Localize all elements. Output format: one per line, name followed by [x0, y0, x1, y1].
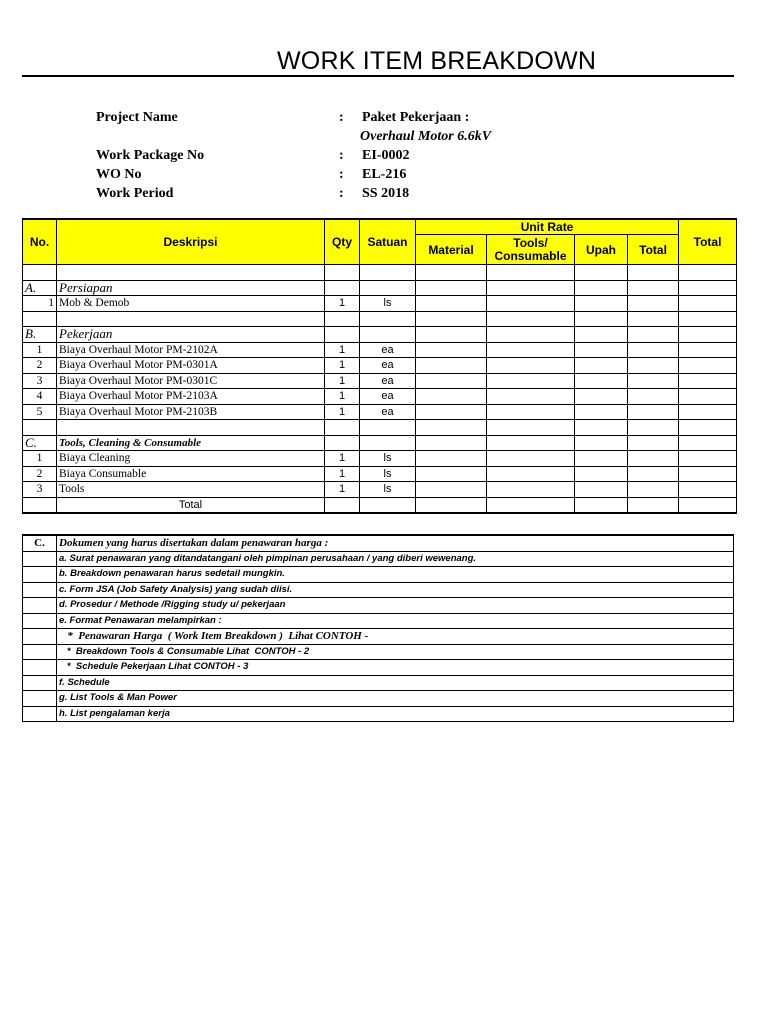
header-upah: Upah: [575, 235, 628, 265]
header-total-sub: Total: [628, 235, 679, 265]
header-unit-rate: Unit Rate: [416, 219, 679, 235]
header-total: Total: [679, 219, 737, 265]
documents-heading: Dokumen yang harus disertakan dalam penawaran harga :: [57, 535, 734, 551]
document-item: f. Schedule: [57, 675, 734, 691]
item-unit: ea: [360, 373, 416, 389]
work-package-label: Work Package No: [96, 148, 205, 163]
item-qty: 1: [325, 389, 360, 405]
total-row: [23, 497, 737, 513]
item-desc: Biaya Overhaul Motor PM-0301A: [57, 358, 325, 374]
document-item: * Schedule Pekerjaan Lihat CONTOH - 3: [57, 660, 734, 676]
header-material: Material: [416, 235, 487, 265]
item-desc: Biaya Overhaul Motor PM-2103A: [57, 389, 325, 405]
list-item: [23, 629, 734, 645]
wo-value: EL-216: [362, 167, 407, 182]
section-code: A.: [23, 280, 57, 296]
table-header-row: [23, 219, 737, 235]
document-item: e. Format Penawaran melampirkan :: [57, 613, 734, 629]
table-row: [23, 466, 737, 482]
item-qty: 1: [325, 358, 360, 374]
table-row: [23, 311, 737, 327]
document-item: d. Prosedur / Methode /Rigging study u/ pekerjaan: [57, 598, 734, 614]
work-package-value: EI-0002: [362, 148, 410, 163]
list-item: [23, 567, 734, 583]
item-unit: ea: [360, 404, 416, 420]
item-no: 1: [23, 342, 57, 358]
title-divider: [22, 75, 734, 77]
section-name: Pekerjaan: [57, 327, 325, 343]
list-item: [23, 675, 734, 691]
section-code: B.: [23, 327, 57, 343]
item-desc: Mob & Demob: [57, 296, 325, 312]
item-qty: 1: [325, 373, 360, 389]
table-row: [23, 389, 737, 405]
item-desc: Biaya Overhaul Motor PM-2103B: [57, 404, 325, 420]
item-desc: Biaya Overhaul Motor PM-0301C: [57, 373, 325, 389]
colon: :: [339, 110, 344, 125]
colon: :: [339, 186, 344, 201]
section-row: [23, 280, 737, 296]
page-title: WORK ITEM BREAKDOWN: [277, 47, 597, 75]
header-no: No.: [23, 219, 57, 265]
list-item: [23, 551, 734, 567]
item-no: 1: [23, 451, 57, 467]
item-qty: 1: [325, 466, 360, 482]
item-desc: Biaya Overhaul Motor PM-2102A: [57, 342, 325, 358]
section-code: C.: [23, 435, 57, 451]
list-item: [23, 644, 734, 660]
list-item: [23, 706, 734, 722]
item-qty: 1: [325, 296, 360, 312]
colon: :: [339, 148, 344, 163]
item-desc: Tools: [57, 482, 325, 498]
item-qty: 1: [325, 404, 360, 420]
header-tools-label: Tools/ Consumable: [494, 235, 567, 263]
list-item: [23, 691, 734, 707]
section-row: [23, 435, 737, 451]
list-item: [23, 598, 734, 614]
table-row: [23, 296, 737, 312]
table-row: [23, 265, 737, 281]
item-desc: Biaya Consumable: [57, 466, 325, 482]
item-no: 3: [23, 482, 57, 498]
table-row: [23, 420, 737, 436]
item-qty: 1: [325, 482, 360, 498]
item-qty: 1: [325, 451, 360, 467]
item-unit: ls: [360, 451, 416, 467]
item-unit: ls: [360, 482, 416, 498]
work-item-table: [22, 218, 737, 514]
item-unit: ea: [360, 358, 416, 374]
document-item: h. List pengalaman kerja: [57, 706, 734, 722]
document-item: b. Breakdown penawaran harus sedetail mungkin.: [57, 567, 734, 583]
header-tools: [487, 235, 575, 265]
table-row: [23, 358, 737, 374]
wo-label: WO No: [96, 167, 142, 182]
item-no: 2: [23, 466, 57, 482]
section-name: Tools, Cleaning & Consumable: [57, 435, 325, 451]
document-item: * Breakdown Tools & Consumable Lihat CONTOH - 2: [57, 644, 734, 660]
item-unit: ls: [360, 466, 416, 482]
documents-code: C.: [23, 535, 57, 551]
item-no: 4: [23, 389, 57, 405]
header-qty: Qty: [325, 219, 360, 265]
total-label: Total: [57, 497, 325, 513]
item-no: 5: [23, 404, 57, 420]
table-row: [23, 342, 737, 358]
item-no: 1: [23, 296, 57, 312]
table-row: [23, 404, 737, 420]
item-unit: ea: [360, 342, 416, 358]
item-unit: ea: [360, 389, 416, 405]
table-row: [23, 482, 737, 498]
item-qty: 1: [325, 342, 360, 358]
list-item: [23, 582, 734, 598]
colon: :: [339, 167, 344, 182]
documents-header-row: [23, 535, 734, 551]
project-name-label: Project Name: [96, 110, 178, 125]
work-period-label: Work Period: [96, 186, 174, 201]
table-row: [23, 451, 737, 467]
project-name-value: Paket Pekerjaan :: [362, 110, 470, 125]
project-name-subtitle: Overhaul Motor 6.6kV: [360, 129, 492, 144]
document-item: * Penawaran Harga ( Work Item Breakdown ) Lihat CONTOH -: [57, 629, 734, 645]
document-item: a. Surat penawaran yang ditandatangani oleh pimpinan perusahaan / yang diberi wewenang.: [57, 551, 734, 567]
item-no: 3: [23, 373, 57, 389]
item-no: 2: [23, 358, 57, 374]
work-period-value: SS 2018: [362, 186, 410, 201]
header-deskripsi: Deskripsi: [57, 219, 325, 265]
document-item: c. Form JSA (Job Safety Analysis) yang sudah diisi.: [57, 582, 734, 598]
section-name: Persiapan: [57, 280, 325, 296]
header-satuan: Satuan: [360, 219, 416, 265]
documents-table: [22, 534, 734, 722]
list-item: [23, 613, 734, 629]
list-item: [23, 660, 734, 676]
section-row: [23, 327, 737, 343]
document-item: g. List Tools & Man Power: [57, 691, 734, 707]
item-unit: ls: [360, 296, 416, 312]
item-desc: Biaya Cleaning: [57, 451, 325, 467]
table-row: [23, 373, 737, 389]
